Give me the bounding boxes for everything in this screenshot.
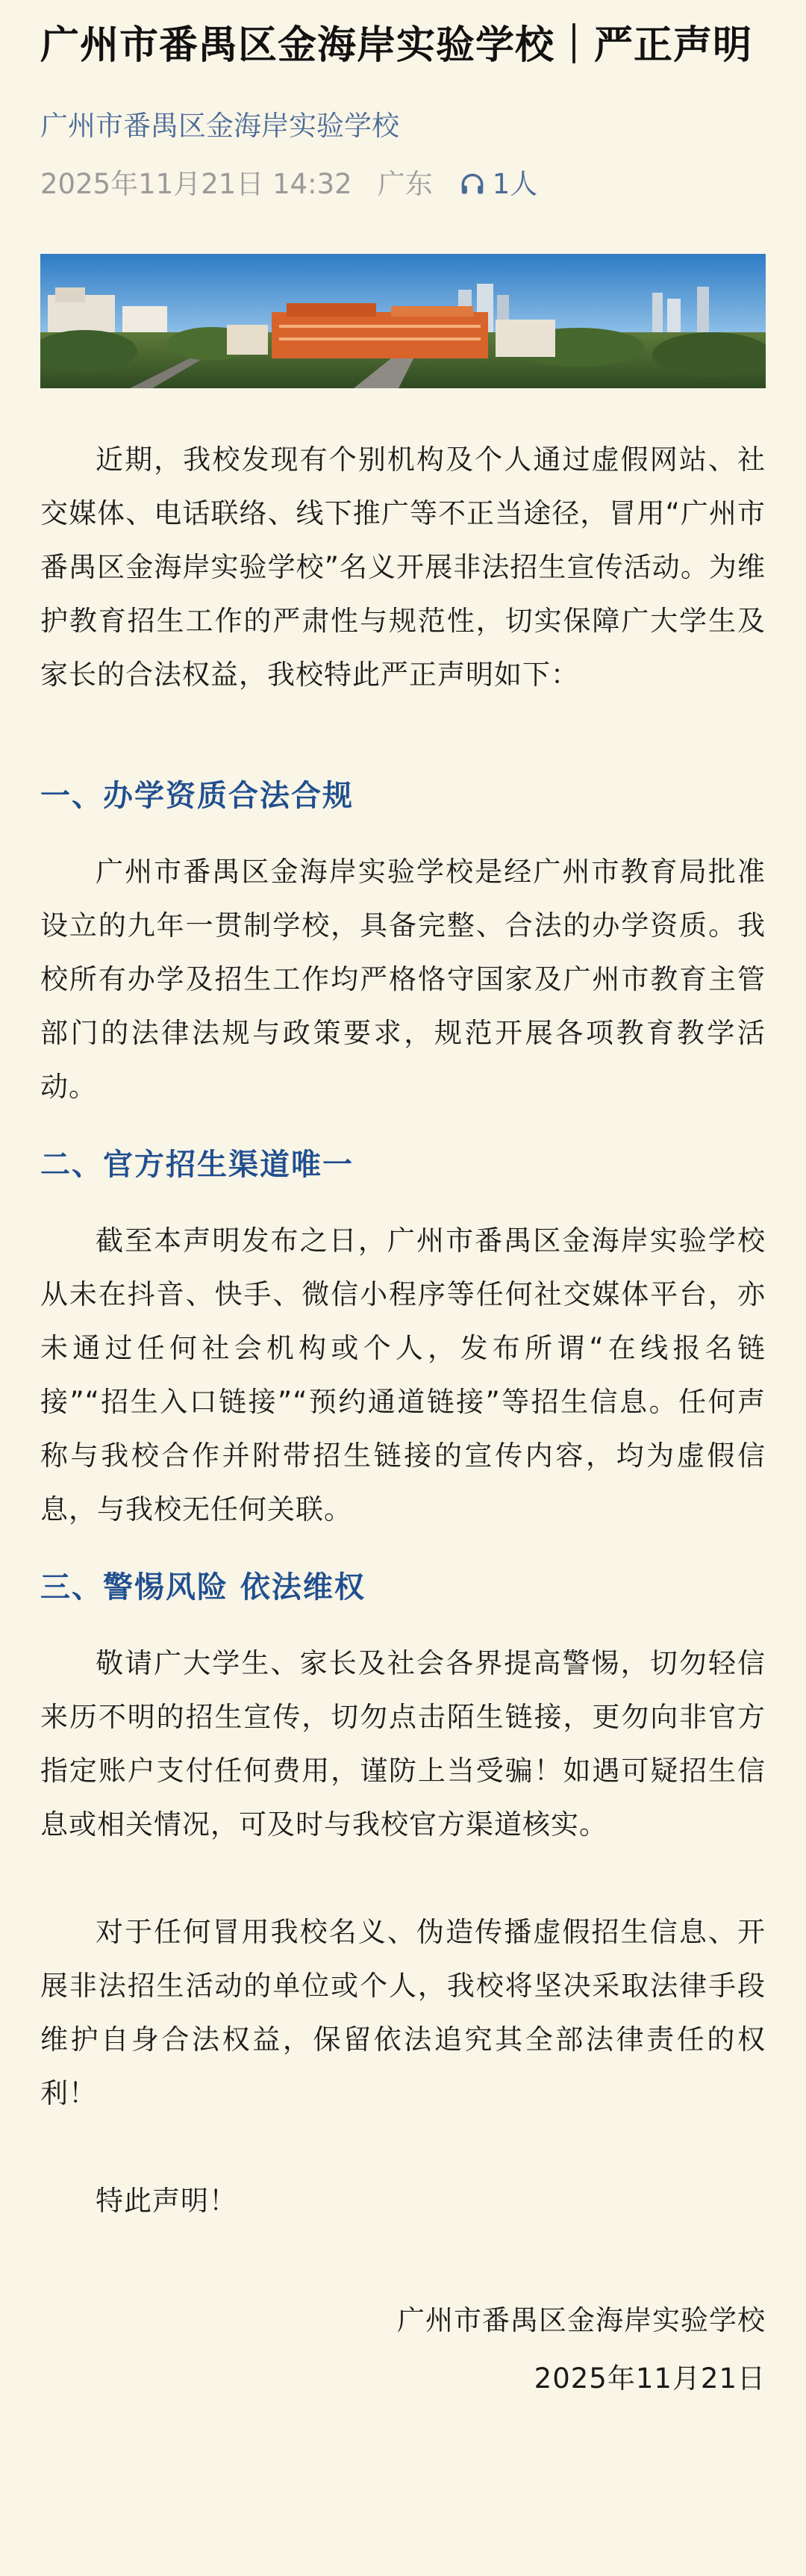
campus-banner-image: [40, 254, 766, 388]
account-name-link[interactable]: 广州市番禺区金海岸实验学校: [40, 110, 399, 142]
listener-count: 1人: [492, 168, 538, 200]
signature-date: 2025年11月21日: [534, 2362, 766, 2395]
declaration-line: 特此声明！: [96, 2185, 237, 2217]
publish-datetime: 2025年11月21日 14:32: [40, 168, 352, 200]
section-heading-risk: 三、警惕风险 依法维权: [40, 1570, 366, 1605]
section-heading-channels: 二、官方招生渠道唯一: [40, 1148, 354, 1182]
article-title: 广州市番禺区金海岸实验学校｜严正声明: [40, 23, 753, 68]
article-meta: [40, 166, 766, 203]
signature-block: [40, 2294, 766, 2406]
intro-paragraph: 近期，我校发现有个别机构及个人通过虚假网站、社交媒体、电话联络、线下推广等不正当途径，冒用“广州市番禺区金海岸实验学校”名义开展非法招生宣传活动。为维护教育招生工作的严肃性与规范性，切实保障广大学生及家长的合法权益，我校特此严正声明如下：: [40, 444, 766, 691]
headphones-icon: [458, 170, 487, 199]
signature-name: 广州市番禺区金海岸实验学校: [397, 2304, 766, 2336]
section-paragraph-channels: 截至本声明发布之日，广州市番禺区金海岸实验学校从未在抖音、快手、微信小程序等任何社交媒体平台，亦未通过任何社会机构或个人，发布所谓“在线报名链接”“招生入口链接”“预约通道链接”等招生信息。任何声称与我校合作并附带招生链接的宣传内容，均为虚假信息，与我校无任何关联。: [40, 1225, 766, 1525]
section-heading-qualification: 一、办学资质合法合规: [40, 779, 354, 813]
section-paragraph-risk: 敬请广大学生、家长及社会各界提高警惕，切勿轻信来历不明的招生宣传，切勿点击陌生链接，更勿向非官方指定账户支付任何费用，谨防上当受骗！如遇可疑招生信息或相关情况，可及时与我校官方渠道核实。: [40, 1647, 766, 1841]
listen-button[interactable]: [458, 166, 538, 203]
publish-location: 广东: [377, 168, 433, 200]
section-paragraph-qualification: 广州市番禺区金海岸实验学校是经广州市教育局批准设立的九年一贯制学校，具备完整、合法的办学资质。我校所有办学及招生工作均严格恪守国家及广州市教育主管部门的法律法规与政策要求，规范开展各项教育教学活动。: [40, 856, 766, 1103]
closing-paragraph: 对于任何冒用我校名义、伪造传播虚假招生信息、开展非法招生活动的单位或个人，我校将坚决采取法律手段维护自身合法权益，保留依法追究其全部法律责任的权利！: [40, 1916, 766, 2109]
